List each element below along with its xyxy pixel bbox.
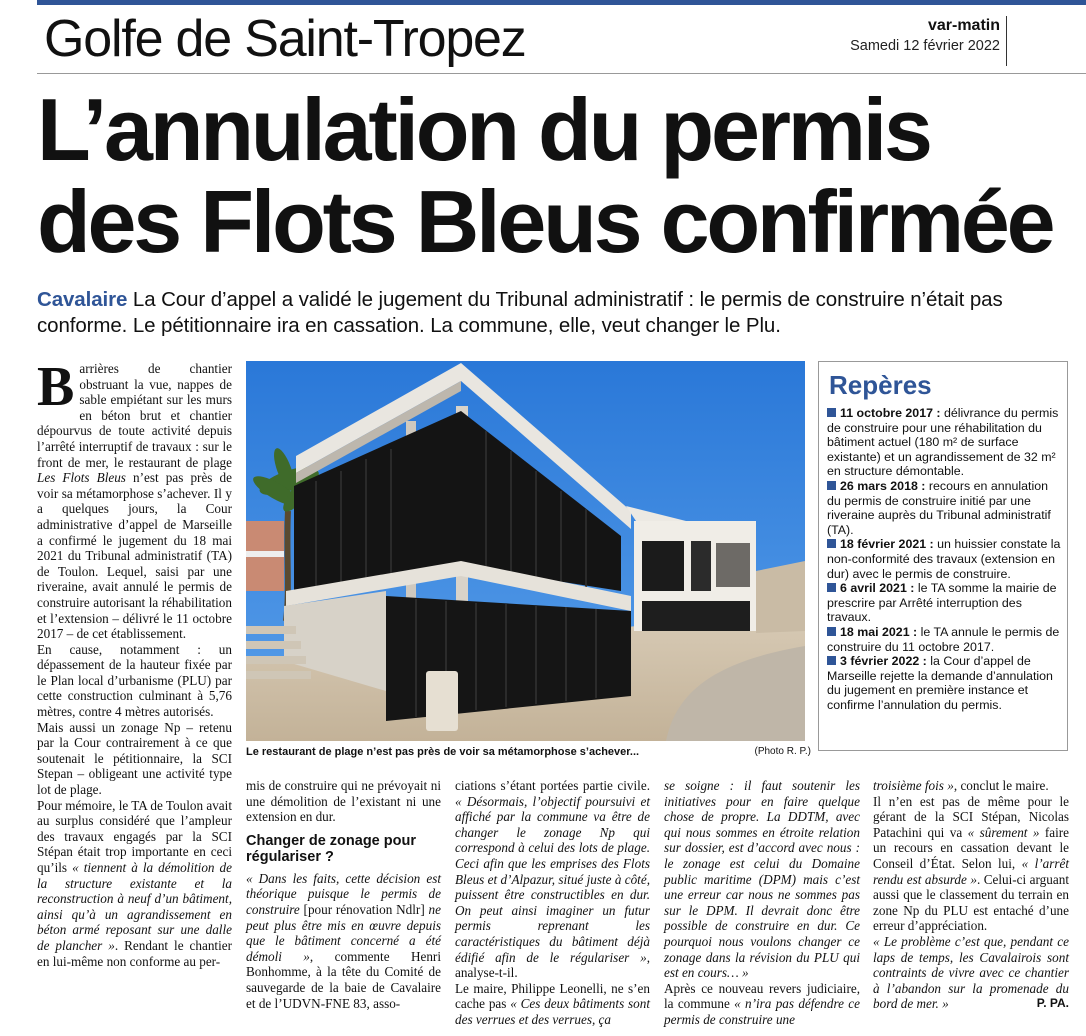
headline-line-1: L’annulation du permis bbox=[37, 80, 930, 179]
article-column-1 bbox=[37, 356, 233, 969]
article-photo bbox=[246, 361, 805, 741]
paragraph: mis de construire qui ne prévoyait ni une démolition de l’existant ni une extension en dur. bbox=[246, 778, 441, 825]
timeline-item: 18 février 2021 : un huissier constate la non-conformité des travaux (extension en dur) avec le permis de construire. bbox=[827, 537, 1061, 581]
paragraph: ciations s’étant portées partie civile. « Désormais, l’objectif poursuivi et affiché par la commune va être de changer le zonage Np qui correspond à celui des lots de plage. Ceci afin que les emprises des Flots Bleus et d’Alpazur, situé juste à côté, puissent être constructibles en dur. On peut ainsi imaginer un futur permis reprenant les caractéristiques du bâtiment déjà édifié afin de le régulariser », analyse-t-il. bbox=[455, 778, 650, 981]
paragraph: Après ce nouveau revers judiciaire, la commune « n’ira pas défendre ce permis de construire une bbox=[664, 980, 860, 1027]
square-bullet-icon bbox=[827, 583, 836, 592]
timeline-item: 3 février 2022 : la Cour d’appel de Marseille rejette la demande d’annulation du jugement en première instance et confirme l’annulation du permis. bbox=[827, 654, 1053, 712]
issue-date: Samedi 12 février 2022 bbox=[850, 38, 1000, 54]
square-bullet-icon bbox=[827, 656, 836, 665]
paragraph: Il n’en est pas de même pour le gérant de la SCI Stépan, Nicolas Patachini qui va « sûrement » faire un recours en cassation devant le Conseil d’État. Selon lui, « l’arrêt rendu est absurde ». Celui-ci arguant aussi que le classement du terrain en zone Np du PLU est entaché d’une erreur d’appréciation. bbox=[873, 793, 1070, 934]
location-tag: Cavalaire bbox=[37, 288, 128, 311]
paragraph: Le maire, Philippe Leonelli, ne s’en cache pas « Ces deux bâtiments sont des verrues et des verrues, ça bbox=[455, 980, 650, 1027]
paragraph: Barrières de chantier obstruant la vue, nappes de sable empiétant sur les murs en béton brut et chantier dépourvus de toute activité depuis l’arrêté interruptif de travaux : sur le front de mer, le restaurant de plage Les Flots Bleus n’est pas près de voir sa métamorphose s’achever. Il y a quelques jours, la Cour administrative d’appel de Marseille a confirmé le jugement du 18 mai 2021 du Tribunal administratif (TA) de Toulon. Lequel, saisi par une riveraine, avait annulé le permis de construire autorisant la réhabilitation et l’extension – délivré le 11 octobre 2017 – de cet établissement. bbox=[37, 356, 232, 642]
paragraph: Mais aussi un zonage Np – retenu par la Cour contrairement à ce que soutenait le pétitionnaire, la SCI Stepan – obligeant une activité type lot de plage. bbox=[37, 719, 232, 798]
paragraph: troisième fois », conclut le maire. bbox=[873, 778, 1049, 793]
timeline-item: 26 mars 2018 : recours en annulation du permis de construire initié par une riveraine auprès du Tribunal administratif (TA). bbox=[827, 478, 1051, 537]
square-bullet-icon bbox=[827, 627, 836, 636]
masthead-divider bbox=[1006, 16, 1007, 66]
paragraph: « Le problème c’est que, pendant ce laps de temps, les Cavalairois sont contraints de vivre avec ce chantier à l’abandon sur la promenade du bord de mer. » P. PA. bbox=[873, 933, 1069, 1012]
paragraph: « Dans les faits, cette décision est théorique puisque le permis de construire [pour rénovation Ndlr] ne peut plus être mis en œuvre depuis que le bâtiment concerné a été démoli », commente Henri Bonhomme, à la tête du Comité de sauvegarde de la baie de Cavalaire et de l’UDVN-FNE 83, asso- bbox=[246, 870, 441, 1011]
photo-caption bbox=[246, 745, 811, 759]
section-title: Golfe de Saint-Tropez bbox=[44, 10, 526, 68]
beach-restaurant-illustration bbox=[246, 361, 805, 741]
author-signature: P. PA. bbox=[1036, 996, 1069, 1011]
header-rule bbox=[37, 73, 1086, 74]
article-column-2 bbox=[246, 778, 441, 1011]
lede-text: La Cour d’appel a validé le jugement du Tribunal administratif : le permis de construire n’était pas conforme. Le pétitionnaire ira en cassation. La commune, elle, veut changer le Plu. bbox=[37, 288, 1003, 337]
article-column-4 bbox=[664, 778, 860, 1028]
lede bbox=[37, 287, 1086, 339]
photo-credit: (Photo R. P.) bbox=[754, 746, 811, 757]
drop-cap: B bbox=[37, 356, 75, 418]
square-bullet-icon bbox=[827, 408, 836, 417]
headline bbox=[37, 80, 1086, 271]
paragraph: Pour mémoire, le TA de Toulon avait au surplus considéré que l’ampleur des travaux engagés par la SCI Stépan était trop importante en ceci qu’ils « tiennent à la démolition de la structure existante et la reconstruction à neuf d’un bâtiment, ainsi qu’à un agrandissement en béton armé reposant sur une dalle de plancher ». Rendant le chantier en lui-même non conforme au per- bbox=[37, 797, 233, 969]
article-column-3 bbox=[455, 778, 650, 1028]
reperes-title: Repères bbox=[829, 370, 932, 400]
square-bullet-icon bbox=[827, 539, 836, 548]
masthead bbox=[850, 16, 1000, 56]
timeline-item: 11 octobre 2017 : délivrance du permis de construire pour une réhabilitation du bâtiment actuel (180 m² de surface existante) et un agrandissement de 32 m² en structure démontable. bbox=[827, 406, 1059, 479]
paragraph: En cause, notamment : un dépassement de la hauteur fixée par le Plan local d’urbanisme (PLU) par cette construction culminant à 5,76 mètres, contre 4 mètres autorisés. bbox=[37, 641, 232, 720]
square-bullet-icon bbox=[827, 481, 836, 490]
headline-line-2: des Flots Bleus confirmée bbox=[37, 172, 1053, 271]
paragraph: se soigne : il faut soutenir les initiatives pour en faire quelque chose de propre. La DDTM, avec qui nous sommes en étroite relation sur dossier, est d’accord avec nous : le zonage est celui du Domaine public maritime (DPM) mais c’est une erreur car nous ne sommes pas sur le DPM. Il devrait donc être possible de construire en dur. Ce pourquoi nous voulons changer ce zonage dans la révision du PLU qui est en cours… » bbox=[664, 778, 860, 981]
timeline-item: 18 mai 2021 : le TA annule le permis de construire du 11 octobre 2017. bbox=[827, 624, 1060, 654]
reperes-box bbox=[818, 361, 1068, 751]
article-column-5 bbox=[873, 778, 1069, 1012]
newspaper-brand: var-matin bbox=[927, 17, 1000, 34]
top-accent-bar bbox=[37, 0, 1086, 5]
timeline-item: 6 avril 2021 : le TA somme la mairie de prescrire par Arrêté interruption des travaux. bbox=[827, 581, 1057, 625]
caption-text: Le restaurant de plage n’est pas près de voir sa métamorphose s’achever... bbox=[246, 746, 640, 758]
subheading: Changer de zonage pour régulariser ? bbox=[246, 832, 416, 865]
